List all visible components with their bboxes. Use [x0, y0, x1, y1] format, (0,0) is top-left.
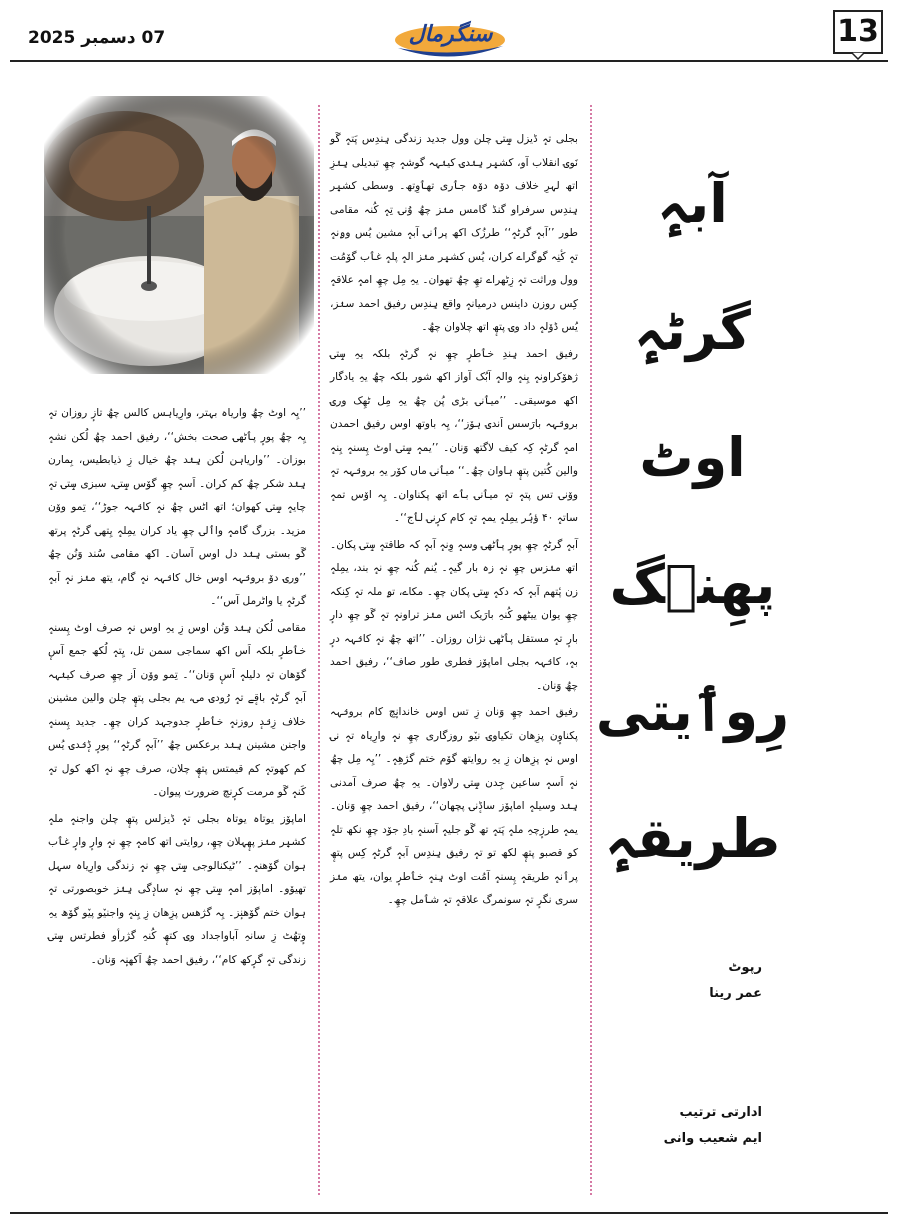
headline-line: پھِنٛگ — [609, 553, 776, 616]
editor-name: ایم شعیب وانی — [663, 1131, 762, 1146]
editor-label: ادارتی ترتیب — [679, 1105, 762, 1120]
report-label: رپوٹ — [728, 960, 762, 975]
header-rule — [10, 60, 888, 62]
watermill-photo — [44, 96, 314, 374]
column-divider — [318, 105, 320, 1195]
paragraph: مقامی لُکن ہِنٛد وَنُن اوس زِ یہِ اوس نہٕ صرف اوٹ پِسنہٕ خٲطرٕ بلکہ اَس اکھ سماجی سمن تل، یِتہٕ لُکھ جمع آسٕ گوٚھان تہٕ دلیلہٕ اَسٕ وَنان‘‘۔ تِمو ووٚن اَز چھِ صرف کینٛہہ آبہٕ گرٹہٕ باقٕے تہٕ رُودۍ مۍ، یم بجلی پتھٕ چلن والین مشینن خلاف زِنٛدٕ روزنہٕ خٲطرٕ جدوجہد کران چھِ۔ جدید پِسنہٕ واجنن مشینن ہِنٛد برعکس چھُ ’’آبہٕ گرٹہٕ‘‘ پورٕ ڈٕنٛدۍ یُس کم کھوتہٕ کم قیمتس پتھٕ چلان، صرف چھِ نہٕ اکھ کول تہٕ کَنہٕ گَو مرمت کرٕنچ ضرورت پیوان۔ — [48, 621, 306, 798]
paragraph: رفیق احمد چھِ وَنان زِ تس اوس خاندانٕچ کام برونٛہہ پکناوٕن پزِھان تکیاوۍ نیٚو روزگاری چھِ نہٕ وارِیاہ تہٕ نۍ اوس نہٕ پزِھان زِ یہِ روایتھ گوٚم ختم گژھِہٕ۔ ’’یِہ مِل چھُ نہٕ اَسہٕ ساعین جِدن سٟتۍ رلاوان۔ یہِ چھُ صرف آمدنی ہِنٛد وسیلہٕ اماپوٚز ساڈٕنۍ پچھان‘‘، رفیق احمد چھِ وَنان۔ یمہٕ طرزٕچہِ ملہٕ پَتہٕ تھ گَو جلیہٕ آسنہٕ بادِ جوٚد چھِ نکھ تلہٕ کو قصبو پتھٕ لکھ تو تہٕ رفیق ہِندِس آبہٕ گرٹہٕ کِس پتھٕ پرٲنہٕ طریقہٕ پِسنہٕ آمُت اوٹ ہِنہٕ خٲطرٕ یوان، یتھ منٛز سری نگرٕ تہٕ سونمرگ علاقہٕ تہٕ شٲمل چھِ۔ — [330, 706, 578, 906]
footer-rule — [10, 1212, 888, 1214]
masthead-logo — [393, 18, 508, 66]
article-headline — [585, 140, 800, 902]
paragraph: بجلی تہٕ ڈیزل سٟتۍ چلن وول جدید زندگی ہِندِس پَتہٕ گَو نَوۍ انقلاب آو، کشیٖر ہِنٛدۍ کینٛہہ گوشہٕ چھِ تبدیلی ہِنٛزِ اتھ لہرِ خلاف دوٚہ دوٚہ جٲری تھٲوِتھ۔ وسطی کشیٖر ہِندِس سرفراو گنڈ گامس منٛز چھُ وُنۍ تِہٕ کُنہ مقامی طور ’’آبہٕ گرٹہٕ‘‘ طرزُک اکھ پرٲنۍ آبہٕ مشین یُس وۄنہٕ تہٕ کٔنِہ گۄگراے کران، یُس کشیٖر منٛز الہٕ پلہٕ غٲب گوٚمُت وول وراثت تہٕ زِٹھراے تھِ چھُ تھوان۔ یہِ مِل چھِ امہٕ علاقہٕ کِس روزن داینس درمیانہٕ واقع ہِندِس رفیق احمد سنٛز، یُس ڈوٚلہٕ داد وۍ پتھٕ اتھ چلاوان چھُ۔ — [330, 133, 578, 333]
page-number: 13 — [833, 10, 883, 54]
headline-line: اوٹ — [639, 426, 746, 489]
paragraph: ’’یِہ اوٹ چھُ واریاہ بہتر، وارِیاہس کالس چھُ تازٕ روزان تہٕ یِہ چھُ پورٕ پٲٹھۍ صحت بخش‘‘، رفیق احمد چھُ لُکن نشہٕ بوزان۔ ’’واریاہن لُکن ہِنٛد چھُ خیال زِ ذیابطیس، بِمارن ہِنٛد شکر چھُ کم کران۔ اَسہٕ چھِ گوٚس سٟتۍ، سبزی سٟتۍ تہٕ چایہٕ سٟتۍ کھوان؛ اتھ اٹس چھُ نہٕ کانٛہہ جوڑ‘‘، تِمو ووٚن مزید۔ بزرگ گامہٕ واٲلۍ چھِ یاد کران یمِلہٕ یِتھۍ گرٹہٕ پرتھ گَو بستی ہِنٛد دل اوس آسان۔ اکھ مقامی سُند وَنُن چھُ ’’ورۍ دوٚ برونٛہہ اوس خال کانٛہہ نہٕ گام، یتھ منٛز نہٕ آبہٕ گرٹہٕ یا واٹرمل آس‘‘۔ — [48, 407, 306, 607]
report-credit — [612, 955, 762, 1007]
paragraph: اماپوٚز یوتاہ یوتاہ بجلی تہٕ ڈیزلس پتھٕ چلن واجنہٕ ملہٕ کشیٖر منٛز پھٕہلان چھِ، روایتی اتھ کامہٕ چھِ نہٕ وارٕ وارٕ غٲب ہوان گوٚھنہٕ۔ ’’ٹیکنالوجی سٟتۍ چھِ نہٕ زندگی وارِیاہ سہل تھیوٚو۔ اماپوٚز امہٕ سٟتۍ چھِ نہٕ سادٕگی ہِنٛز خوبصورتی تہٕ ہوان ختم گوٚھنٕز۔ یِہ گژھس پزِھان زِ یِنہٕ واجنیٚو پیٚو گوٚھ یہِ وٕتھُٹ زِ سانہِ آباواجداد وۍ کتھٕ کُنہِ گژرأو فطرتس سٟتۍ زندگی تہٕ گرٕکھ کام‘‘، رفیق احمد چھُ اَکھنٕہ وَنان۔ — [48, 812, 306, 966]
headline-line: طریقہٕ — [604, 807, 781, 870]
editor-credit — [612, 1100, 762, 1152]
reporter-name: عمر رینا — [709, 986, 762, 1001]
headline-line: آبہٕ — [657, 172, 728, 235]
paragraph: رفیق احمد ہِندِ خٲطرٕ چھِ نہٕ گرٹہٕ بلکہ یہِ سٟتۍ ژھوٚکراونہٕ یِنہٕ والہٕ آبُک آواز اکھ شور بلکہ چھُ یہِ یادگار اکھ موسیقی۔ ’’میٲنۍ بڑی پُن چھُ یہِ مِل ٹھِک ورۍ برونٛہہ بارَسس اَندۍ ہوٚز‘‘، یِہ باوتھ اوس رفیق احمدن امہٕ گرٹہٕ کِہ کیف لاگتھ وَنان۔ ’’یمہٕ سٟتۍ اوٹ پِسنہٕ یِنہٕ والین کُتین پتھٕ ہاوان چھُ۔‘‘ میٲنۍ ماں کوٚر یہِ برونٛہہ تہٕ ووٚنۍ تس پتہٕ تہٕ میٲنۍ بٲے اتھ پکناوان۔ یِہ اوٚس تمہٕ ساتہٕ ۴۰ ؤہُر یمِلہٕ یمہٕ تہٕ کام کرٕنۍ لٲج‘‘۔ — [330, 347, 578, 524]
headline-line: رِوٲیتی — [595, 680, 790, 743]
article-column-middle — [330, 128, 578, 916]
article-column-left — [48, 402, 306, 975]
paragraph: آبہٕ گرٹہٕ چھِ پورٕ پٲٹھۍ وسہٕ وِنہٕ آبہٕ کہ طاقتہٕ سٟتۍ پکان۔ اتھ منٛزس چھِ نہٕ زہ بار گیہٕ۔ یُنم کُنہ چھِ نہٕ بند، یمِلہٕ زن پٔتھم آبہٕ کہ دکہٕ سٟتۍ پکان چھِ۔ مکاے، تۄ ملہ تہٕ کِنکہ چھِ یوان ییٹھو کُنہِ بارَیک اٹس منٛز تراونہٕ تہٕ گَو چھِ دارٕ بارٕ تہٕ مستقل پٲٹھۍ نژان روزان۔ ’’اتھ چھُ نہٕ کانٛہہ درٕ بہٕ، کانٛہہ بجلی اماپوٚز فطری طور صاف‘‘، رفیق احمد چھُ وَنان۔ — [330, 538, 578, 692]
logo-text: سنگرمال — [408, 22, 493, 47]
page-number-tab-icon — [851, 52, 865, 60]
issue-date: 07 دسمبر 2025 — [28, 28, 166, 48]
headline-line: گرٹہٕ — [634, 299, 751, 362]
